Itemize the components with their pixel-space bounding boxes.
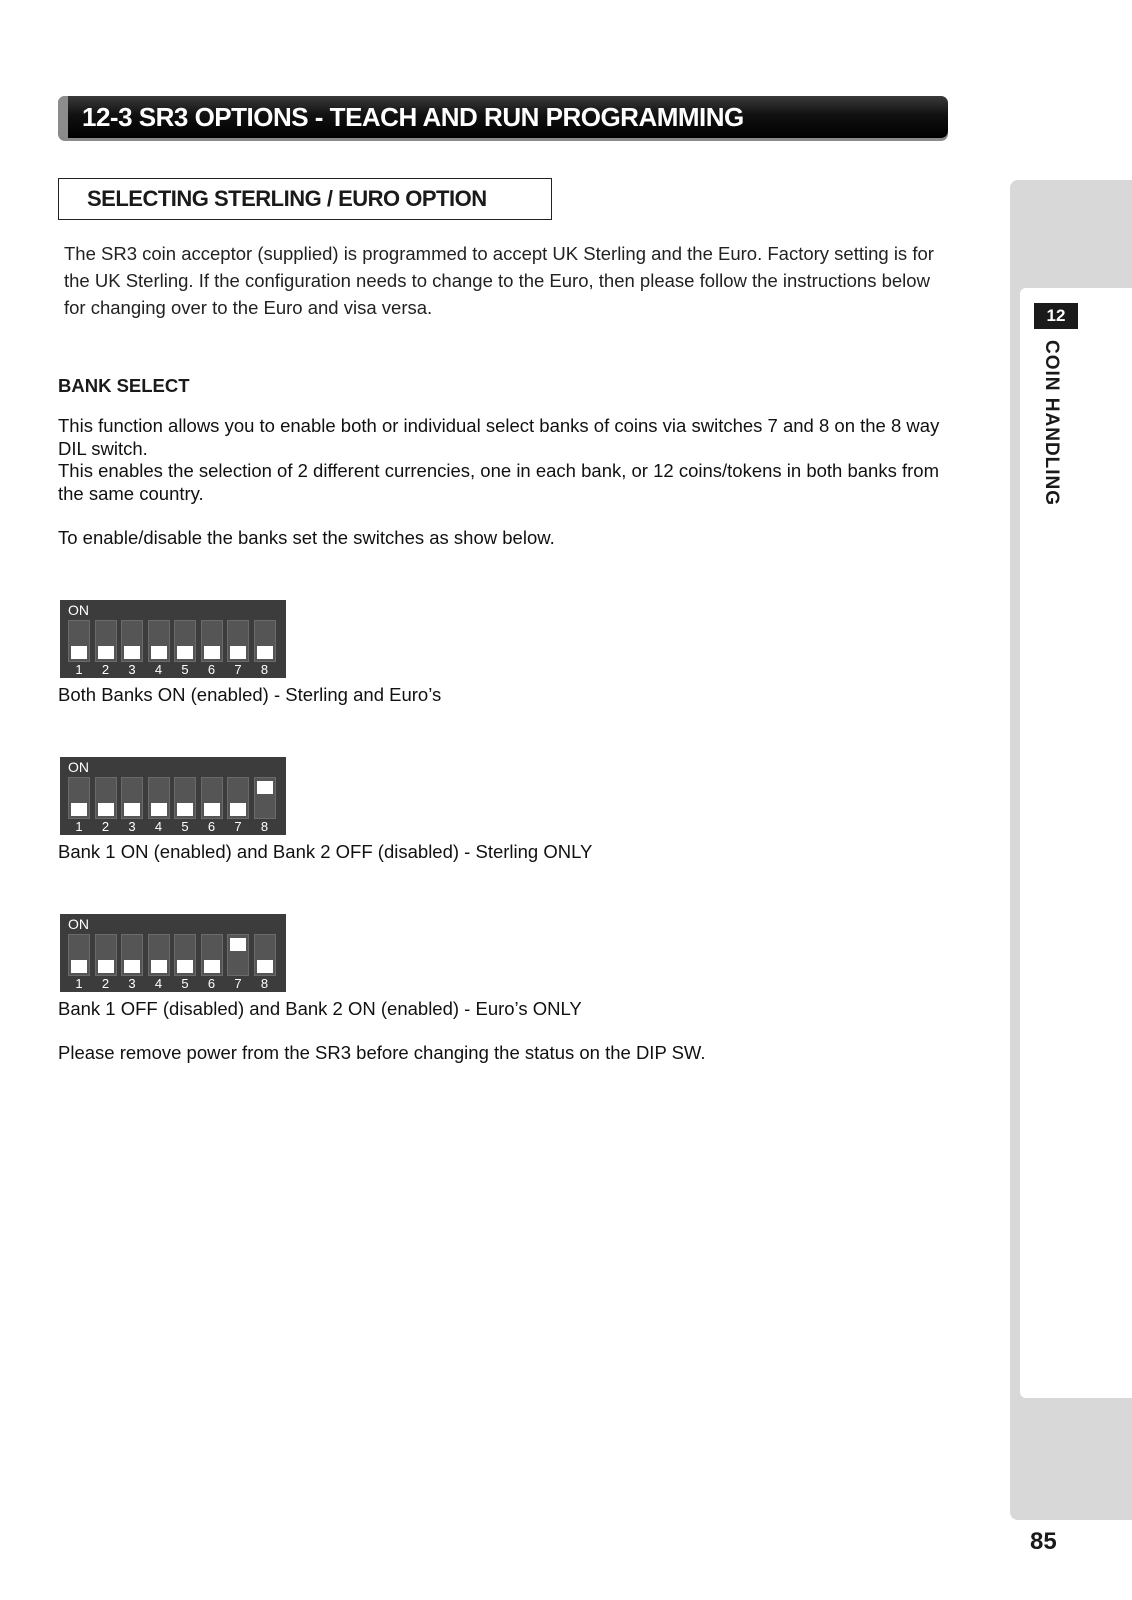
dip-switch-number: 2 [101, 976, 110, 991]
dip-switch-number: 4 [154, 819, 163, 834]
dip-switch-3 [121, 934, 143, 976]
dip-switch-7 [227, 934, 249, 976]
dip-switch-number: 8 [260, 662, 269, 677]
dip-switch-knob [98, 646, 114, 659]
dip-switch-diagram [60, 600, 286, 678]
dip-switch-8 [254, 620, 276, 662]
dip-caption: Bank 1 OFF (disabled) and Bank 2 ON (enabled) - Euro’s ONLY [58, 998, 582, 1019]
dip-switch-number: 1 [75, 976, 83, 991]
dip-switch-4 [148, 620, 170, 662]
bank-select-paragraph-1: This function allows you to enable both or individual select banks of coins via switches 7 and 8 on the 8 way DIL switch. [58, 415, 940, 459]
dip-switch-3 [121, 620, 143, 662]
dip-on-label: ON [68, 916, 89, 932]
dip-switch-4 [148, 934, 170, 976]
dip-switch-knob [98, 960, 114, 973]
page-title-bar [58, 96, 948, 138]
dip-switch-knob [257, 646, 273, 659]
dip-switch-number: 7 [234, 976, 242, 991]
dip-switch-diagram [60, 914, 286, 992]
dip-switch-knob [71, 960, 87, 973]
dip-switch-knob [98, 803, 114, 816]
dip-switch-knob [151, 960, 167, 973]
dip-switch-number: 7 [234, 662, 242, 677]
dip-switch-1 [68, 777, 90, 819]
dip-switch-knob [204, 803, 220, 816]
dip-switch-knob [204, 960, 220, 973]
dip-switch-number: 7 [234, 819, 242, 834]
dip-switch-7 [227, 620, 249, 662]
dip-switch-knob [177, 646, 193, 659]
page-number: 85 [1030, 1528, 1057, 1555]
page-title: 12-3 SR3 OPTIONS - TEACH AND RUN PROGRAMMING [82, 102, 744, 132]
dip-switch-5 [174, 934, 196, 976]
dip-switch-2 [95, 620, 117, 662]
dip-switch-knob [124, 646, 140, 659]
dip-switch-number: 8 [260, 819, 269, 834]
dip-switch-number: 1 [75, 662, 83, 677]
bank-select-heading: BANK SELECT [58, 375, 190, 396]
dip-switch-number: 3 [128, 976, 136, 991]
dip-switch-number: 6 [207, 976, 216, 991]
dip-switch-knob [230, 938, 246, 951]
power-warning-note: Please remove power from the SR3 before changing the status on the DIP SW. [58, 1042, 706, 1063]
dip-switch-number: 6 [207, 819, 216, 834]
dip-switch-number: 1 [75, 819, 83, 834]
chapter-side-tab-inner [1020, 288, 1132, 1398]
bank-select-paragraph-3: To enable/disable the banks set the switches as show below. [58, 527, 555, 548]
dip-switch-1 [68, 620, 90, 662]
section-title: SELECTING STERLING / EURO OPTION [87, 186, 487, 211]
dip-switch-8 [254, 934, 276, 976]
dip-switch-6 [201, 777, 223, 819]
dip-switch-knob [230, 646, 246, 659]
dip-switch-number: 2 [101, 662, 110, 677]
dip-switch-6 [201, 620, 223, 662]
dip-switch-3 [121, 777, 143, 819]
dip-switch-number: 5 [181, 976, 189, 991]
dip-switch-knob [177, 803, 193, 816]
dip-switch-knob [124, 803, 140, 816]
dip-on-label: ON [68, 602, 89, 618]
dip-caption: Both Banks ON (enabled) - Sterling and Euro’s [58, 684, 442, 705]
dip-switch-number: 3 [128, 819, 136, 834]
dip-switch-knob [230, 803, 246, 816]
dip-switch-number: 8 [260, 976, 269, 991]
dip-switch-6 [201, 934, 223, 976]
dip-switch-knob [257, 781, 273, 794]
dip-switch-knob [124, 960, 140, 973]
dip-switch-diagram [60, 757, 286, 835]
dip-switch-8 [254, 777, 276, 819]
section-heading-box [58, 178, 552, 220]
dip-switch-number: 3 [128, 662, 136, 677]
dip-switch-knob [204, 646, 220, 659]
dip-switch-5 [174, 620, 196, 662]
dip-switch-2 [95, 777, 117, 819]
dip-switch-knob [257, 960, 273, 973]
dip-switch-knob [71, 803, 87, 816]
dip-switch-number: 4 [154, 662, 163, 677]
chapter-name: COIN HANDLING [1041, 340, 1062, 507]
dip-switch-number: 4 [154, 976, 163, 991]
dip-switch-knob [177, 960, 193, 973]
dip-switch-4 [148, 777, 170, 819]
dip-switch-1 [68, 934, 90, 976]
intro-paragraph: The SR3 coin acceptor (supplied) is programmed to accept UK Sterling and the Euro. Factory setting is for the UK Sterling. If the configuration needs to change to the Euro, then please follow the instructions below for changing over to the Euro and visa versa. [64, 243, 934, 318]
dip-switch-7 [227, 777, 249, 819]
dip-switch-number: 6 [207, 662, 216, 677]
dip-caption: Bank 1 ON (enabled) and Bank 2 OFF (disabled) - Sterling ONLY [58, 841, 593, 862]
bank-select-paragraph-2: This enables the selection of 2 different currencies, one in each bank, or 12 coins/tokens in both banks from the same country. [58, 460, 939, 504]
dip-switch-knob [151, 646, 167, 659]
dip-switch-number: 5 [181, 662, 189, 677]
dip-switch-knob [71, 646, 87, 659]
dip-switch-2 [95, 934, 117, 976]
dip-switch-number: 2 [101, 819, 110, 834]
dip-switch-5 [174, 777, 196, 819]
dip-on-label: ON [68, 759, 89, 775]
dip-switch-knob [151, 803, 167, 816]
chapter-number-badge: 12 [1034, 303, 1078, 329]
dip-switch-number: 5 [181, 819, 189, 834]
